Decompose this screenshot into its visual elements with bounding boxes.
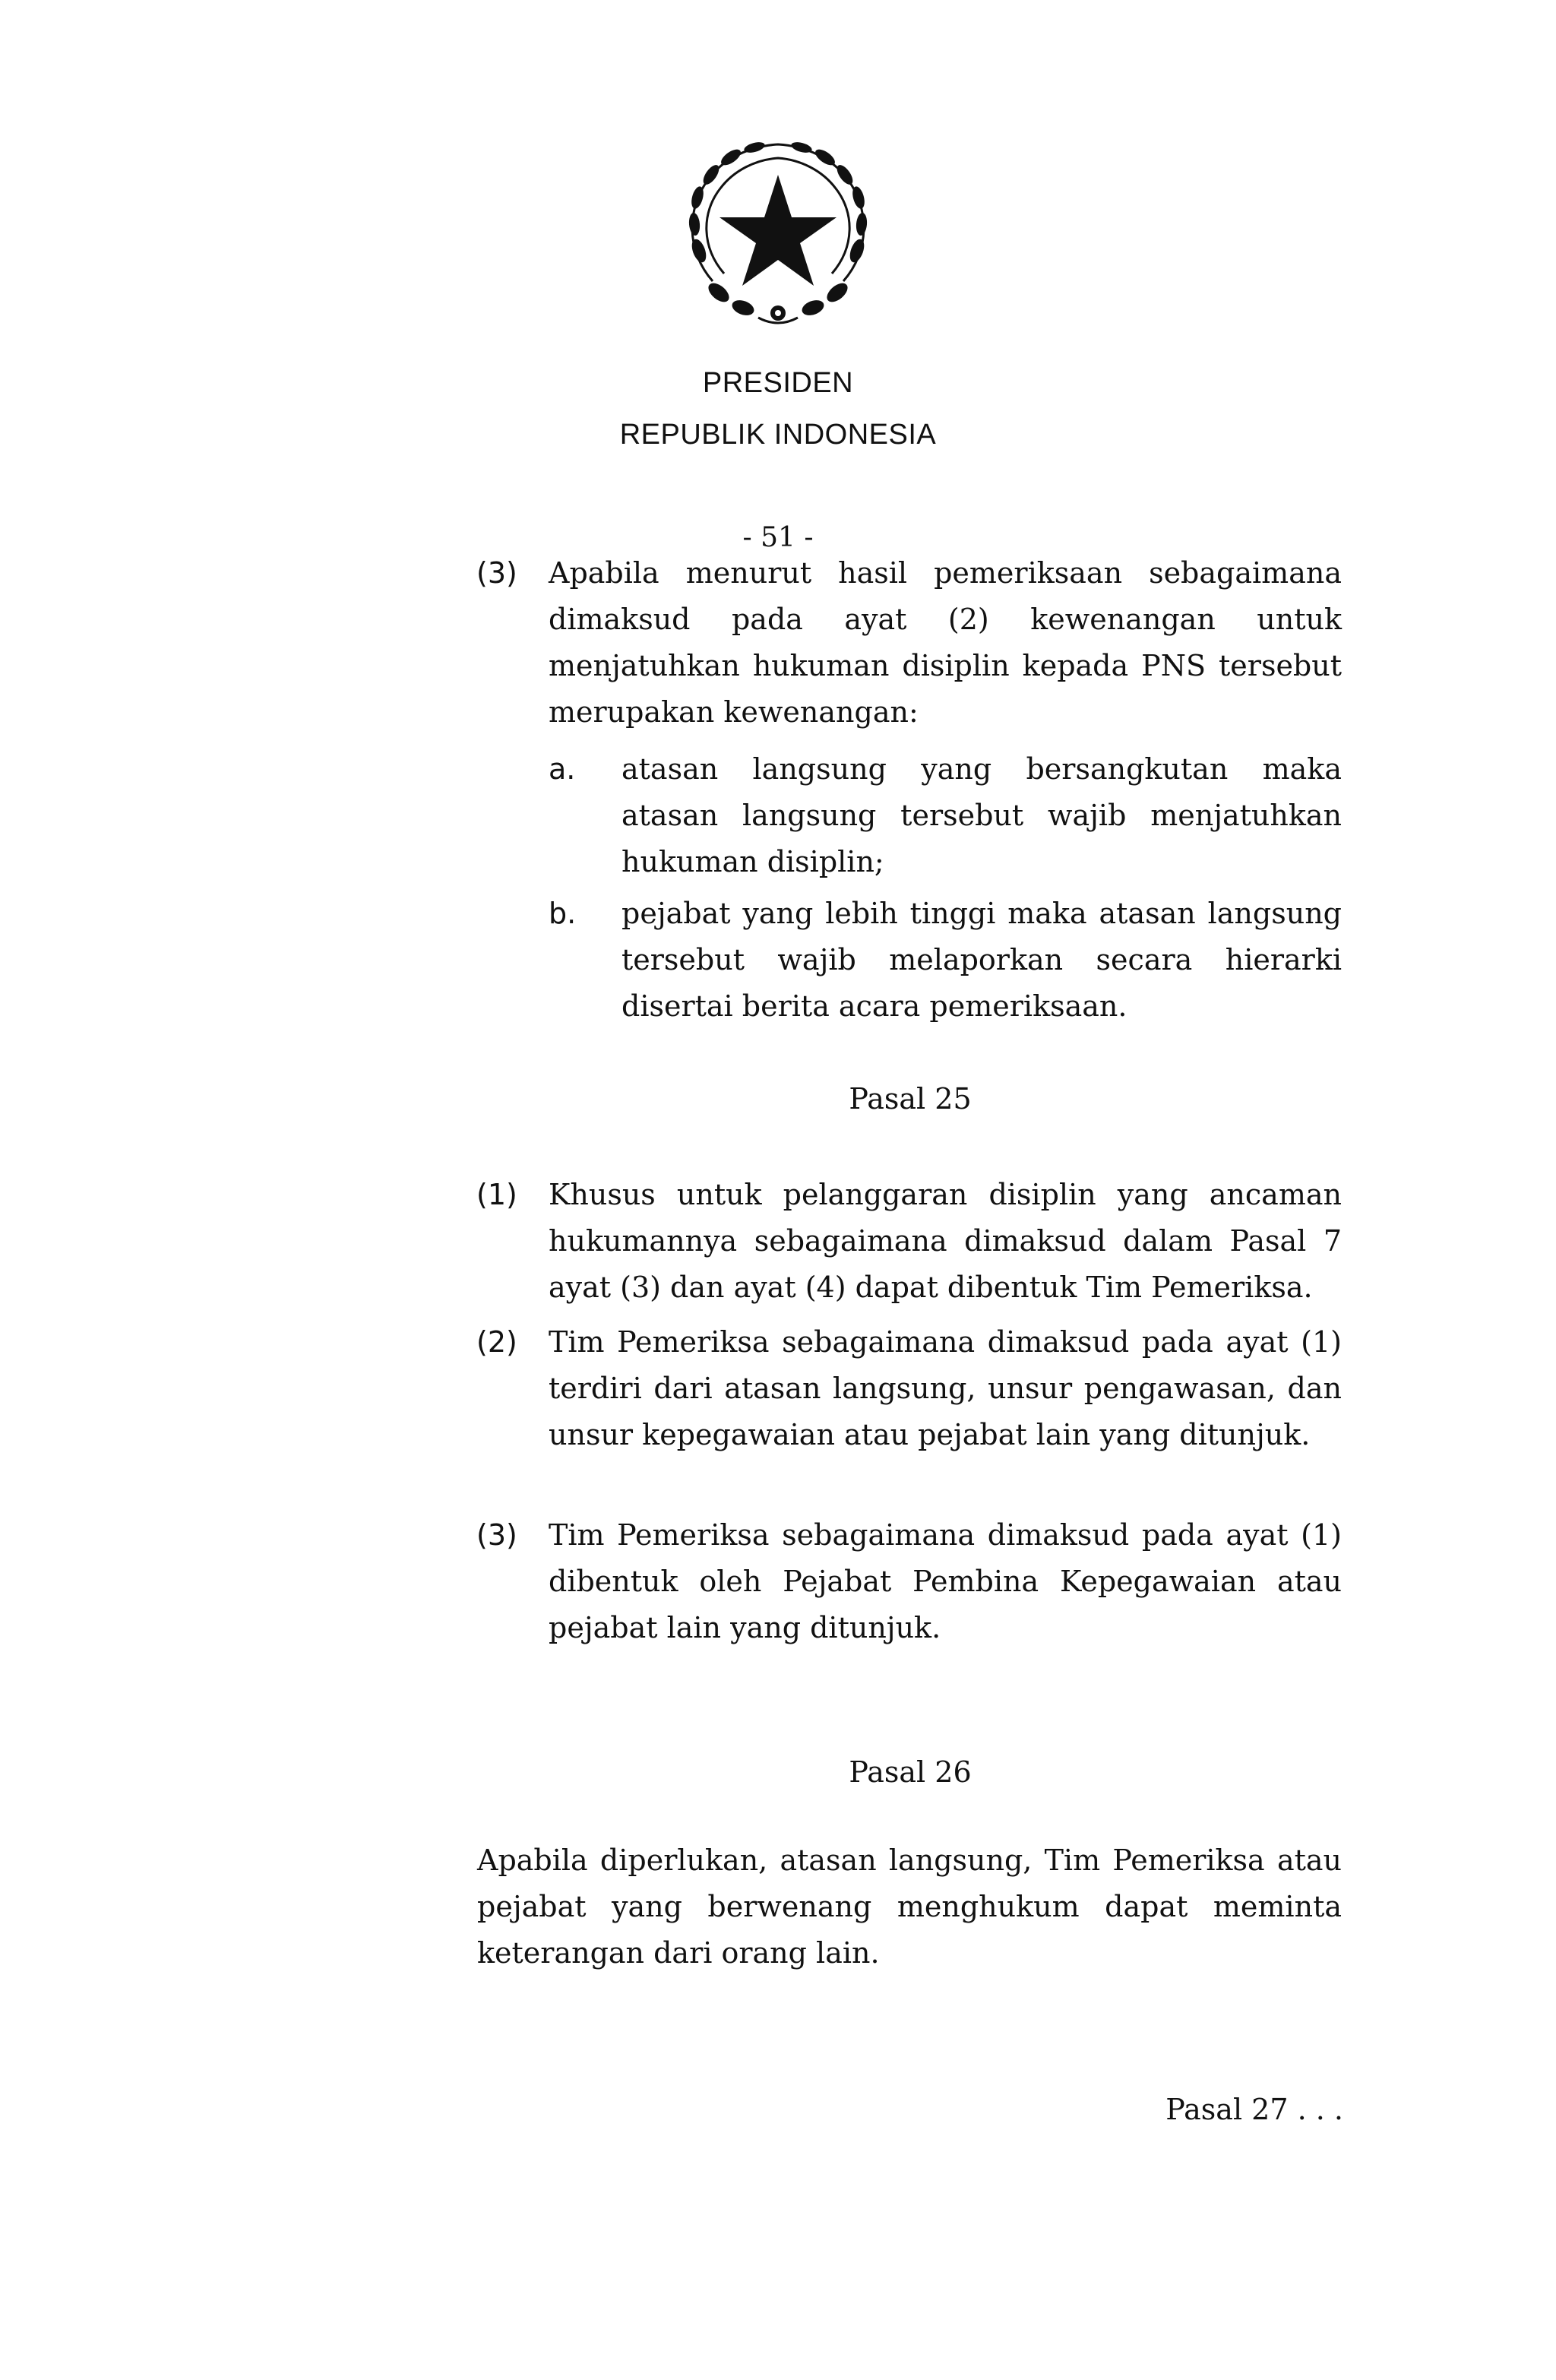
header-presiden: PRESIDEN bbox=[702, 367, 854, 399]
article-heading-pasal-25: Pasal 25 bbox=[849, 1082, 972, 1116]
article-heading-pasal-26: Pasal 26 bbox=[849, 1755, 972, 1789]
header-republik-indonesia: REPUBLIK INDONESIA bbox=[619, 419, 937, 451]
article-paragraph: Apabila diperlukan, atasan langsung, Tim Pemeriksa atau pejabat yang berwenang menghukum dapat meminta keterangan dari orang lain. bbox=[477, 1844, 1342, 1970]
item-number: (3) bbox=[476, 556, 517, 590]
sub-item-letter: b. bbox=[549, 897, 577, 930]
item-number: (1) bbox=[476, 1178, 517, 1211]
item-text: Apabila menurut hasil pemeriksaan sebagaimana dimaksud pada ayat (2) kewenangan untuk menjatuhkan hukuman disiplin kepada PNS tersebut merupakan kewenangan: bbox=[549, 556, 1342, 729]
page-number: - 51 - bbox=[742, 522, 814, 553]
item-number: (3) bbox=[476, 1518, 517, 1552]
sub-item-text: atasan langsung yang bersangkutan maka atasan langsung tersebut wajib menjatuhkan hukuman disiplin; bbox=[621, 752, 1342, 878]
next-page-catchword: Pasal 27 . . . bbox=[1165, 2093, 1343, 2126]
presidential-emblem-icon bbox=[682, 137, 874, 333]
item-number: (2) bbox=[476, 1325, 517, 1359]
item-text: Khusus untuk pelanggaran disiplin yang ancaman hukumannya sebagaimana dimaksud dalam Pasal 7 ayat (3) dan ayat (4) dapat dibentuk Tim Pemeriksa. bbox=[549, 1178, 1342, 1304]
sub-item-letter: a. bbox=[549, 752, 576, 786]
item-text: Tim Pemeriksa sebagaimana dimaksud pada ayat (1) dibentuk oleh Pejabat Pembina Kepegawaian atau pejabat lain yang ditunjuk. bbox=[549, 1518, 1342, 1644]
item-text: Tim Pemeriksa sebagaimana dimaksud pada ayat (1) terdiri dari atasan langsung, unsur pengawasan, dan unsur kepegawaian atau pejabat lain yang ditunjuk. bbox=[549, 1325, 1342, 1451]
sub-item-text: pejabat yang lebih tinggi maka atasan langsung tersebut wajib melaporkan secara hierarki disertai berita acara pemeriksaan. bbox=[621, 897, 1342, 1023]
